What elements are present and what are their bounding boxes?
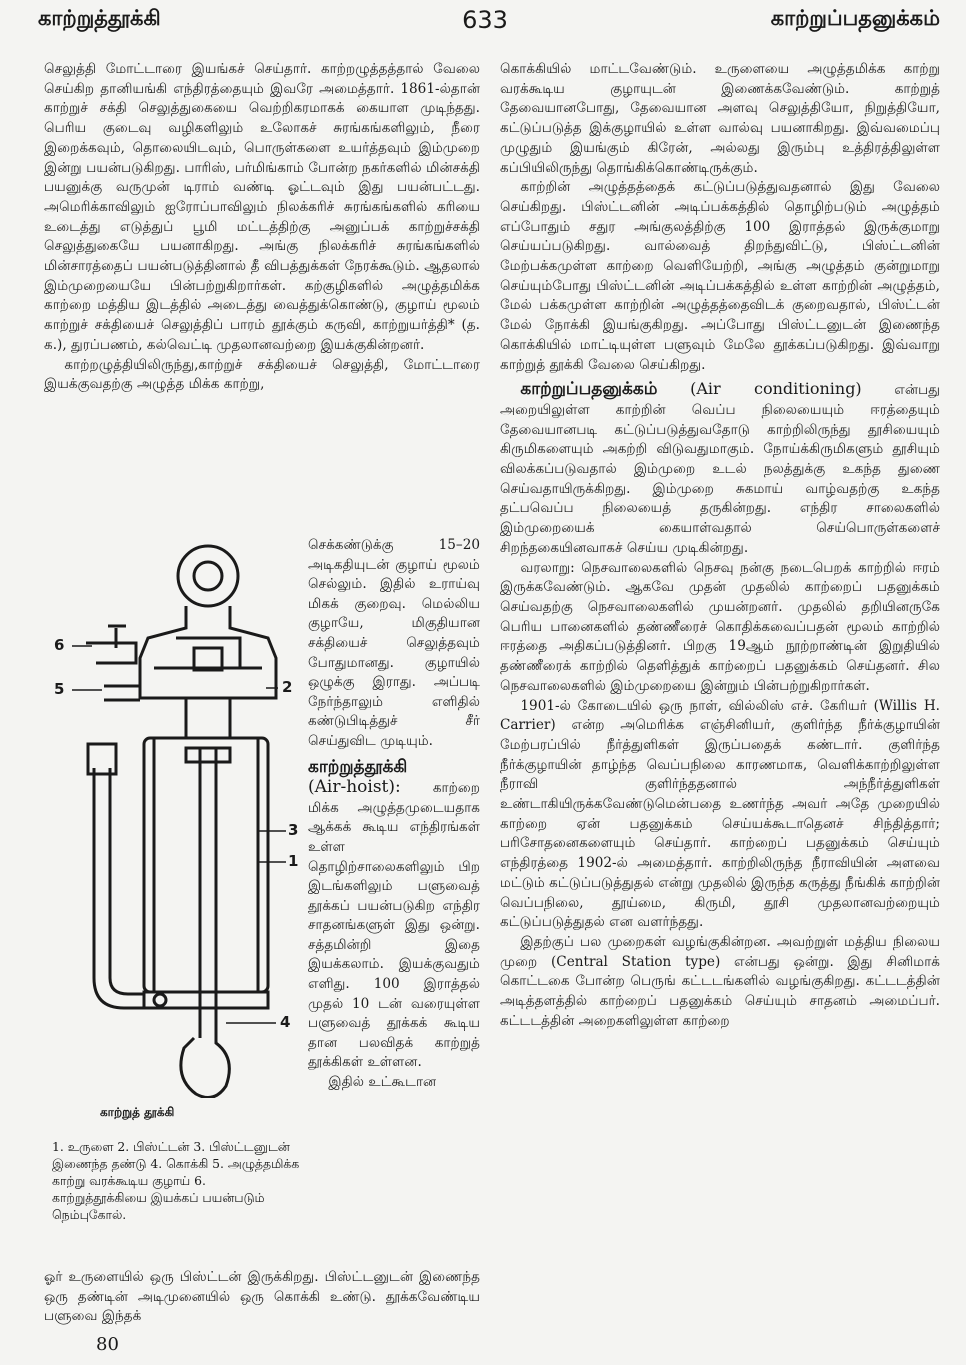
page-number-header: 633 — [462, 6, 508, 34]
figure-label-2: 2 — [282, 678, 293, 696]
paragraph-pressure-control: காற்றின் அழுத்தத்தைக் கட்டுப்படுத்துவதனால் இது வேலை செய்கிறது. பிஸ்ட்டனின் அடிப்பக்கத்தில் தொழிற்படும் அழுத்தம் எப்போதும் சதுர அங்குலத்திற்கு 100 இராத்தல் இருக்குமாறு செய்யப்படுகிறது. வால்வைத் திறந்துவிட்டு, பிஸ்ட்டனின் மேற்பக்கமுள்ள காற்றை வெளியேற்றி, அங்கு அழுத்தம் குன்றுமாறு செய்யும்போது பிஸ்ட்டனின் அடிப்பக்கத்தில் உள்ள காற்றின் அழுத்தம், மேல் பக்கமுள்ள காற்றின் அழுத்தத்தைவிடக் குறைவதால், பிஸ்ட்டன் மேல் நோக்கி இயங்குகிறது. அப்போது பிஸ்ட்டனுடன் இணைந்த கொக்கியில் மாட்டியுள்ள பளுவும் மேலே தூக்கப்படுகிறது. இவ்வாறு காற்றுத் தூக்கி வேலை செய்கிறது. — [500, 179, 940, 373]
running-header-left: காற்றுத்தூக்கி — [38, 6, 161, 30]
paragraph-compressed-air-continued: செக்கண்டுக்கு 15–20 அடிகதியுடன் குழாய் மூலம் செல்லும். இதில் உராய்வு மிகக் குறைவு. மெல்லிய குழாயே, மிகுதியான சக்தியைச் செலுத்தவும் போதுமானது. குழாயில் ஒழுக்கு இராது. அப்படி நேர்ந்தாலும் எளிதில் கண்டுபிடித்துச் சீர் செய்துவிட முடியும். — [308, 537, 480, 749]
figure-label-1: 1 — [288, 852, 299, 870]
paragraph-compressed-air-intro: காற்றழுத்தியிலிருந்து,காற்றுச் சக்தியைச் செலுத்தி, மோட்டாரை இயக்குவதற்கு அழுத்த மிக்க காற்று, — [44, 356, 480, 393]
paragraph-history: வரலாறு: நெசவாலைகளில் நெசவு நன்கு நடைபெறக் காற்றில் ஈரம் இருக்கவேண்டும். ஆகவே முதன் முதலில் காற்றைப் பதனுக்கம் செய்வதற்கு நெசவாலைகளில் முயன்றனர். முதலில் தறியினருகே பெரிய பானைகளில் தண்ணீரைச் கொதிக்கவைப்பதன் மூலம் காற்றில் ஈரத்தை அதிகப்படுத்தினர். பிறகு 19ஆம் நூற்றாண்டின் இறுதியில் தண்ணீரைக் காற்றில் தெளித்துக் காற்றைப் பதனுக்கம் செய்தனர். சில நெசவாலைகளில் இம்முறையை இன்றும் பின்பற்றுகிறார்கள். — [500, 559, 940, 694]
air-hoist-figure — [36, 538, 306, 1098]
paragraph-hook-valve: கொக்கியில் மாட்டவேண்டும். உருளையை அழுத்தமிக்க காற்று வரக்கூடிய குழாயுடன் இணைக்கவேண்டும். காற்றுத் தேவையானபோது, தேவையான அளவு செலுத்தியோ, நிறுத்தியோ, கட்டுப்படுத்த இக்குழாயில் உள்ள வால்வு பயனாகிறது. இவ்வமைப்பு முழுதும் இயங்கும் கிரேன், அல்லது இரும்பு உத்திரத்திலுள்ள கப்பியிலிருந்து தொங்கிக்கொண்டிருக்கும். — [500, 61, 940, 176]
figure-side-column — [308, 536, 480, 1093]
air-hoist-diagram — [36, 538, 306, 1098]
entry-english-air-conditioning: (Air conditioning) — [690, 379, 862, 399]
left-column-bottom — [44, 1268, 480, 1327]
paragraph-air-power-history: செலுத்தி மோட்டாரை இயங்கச் செய்தார். காற்றழுத்தத்தால் வேலை செய்கிற தானியங்கி எந்திரத்தையும் இவரே அமைத்தார். 1861-ல்தான் காற்றுச் சக்தி செலுத்துகையை வெற்றிகரமாகக் கையாள முடிந்தது. பெரிய குடைவு வழிகளிலும் உலோகச் சுரங்கங்களிலும், நீரை இறைக்கவும், தொலையிடவும், பொருள்களை உயர்த்தவும் இம்முறை இன்று பயன்படுகிறது. பாரிஸ், பர்மிங்காம் போன்ற நகர்களில் மின்சக்தி பயனுக்கு வருமுன் டிராம் வண்டி ஓட்டவும் இது பயன்பட்டது. அமெரிக்காவிலும் ஐரோப்பாவிலும் நிலக்கரிச் சுரங்கங்களில் கரியை உடைத்து எடுத்துப் பூமி மட்டத்திற்கு அனுப்பக் காற்றுச்சக்தி செலுத்துகையே பயனாகிறது. அங்கு நிலக்கரிச் சுரங்கங்களில் மின்சாரத்தைப் பயன்படுத்தினால் தீ விபத்துக்கள் நேரக்கூடும். ஆதலால் இம்முறையையே பின்பற்றுகிறார்கள். கற்குழிகளில் அழுத்தமிக்க காற்றை மத்திய இடத்தில் அடைத்து வைத்துக்கொண்டு, குழாய் மூலம் காற்றுச் சக்தியைச் செலுத்திப் பாரம் தூக்கும் கருவி, காற்றுயர்த்தி* (த. க.), துரப்பணம், கல்வெட்டி முதலானவற்றை இயக்குகின்றனர். — [44, 61, 480, 353]
right-column — [500, 60, 940, 1031]
figure-label-4: 4 — [280, 1013, 291, 1031]
figure-label-6: 6 — [54, 636, 65, 654]
paragraph-piston-description: ஓர் உருளையில் ஒரு பிஸ்ட்டன் இருக்கிறது. பிஸ்ட்டனுடன் இணைந்த ஒரு தண்டின் அடிமுனையில் ஒரு கொக்கி உண்டு. தூக்கவேண்டிய பளுவை இந்தக் — [44, 1269, 480, 1325]
paragraph-central-station: இதற்குப் பல முறைகள் வழங்குகின்றன. அவற்றுள் மத்திய நிலைய முறை (Central Station type) என்பது ஒன்று. இது சினிமாக் கொட்டகை போன்ற பெருங் கட்டடங்களில் வழங்குகிறது. கட்டடத்தின் அடித்தளத்தில் காற்றைப் பதனுக்கம் செய்யும் சாதனம் அமைப்பர். கட்டடத்தின் அறைகளிலுள்ள காற்றை — [500, 933, 940, 1029]
entry-body-air-conditioning: என்பது அறையிலுள்ள காற்றின் வெப்ப நிலையையும் ஈரத்தையும் தேவையானபடி கட்டுப்படுத்துவதோடு காற்றிலிருந்து தூசியையும் கிருமிகளையும் அகற்றி விடுவதுமாகும். நோய்க்கிருமிகளும் தூசியும் விலக்கப்படுவதால் இம்முறை உடல் நலத்துக்கு உகந்த துணை செய்வதாயிருக்கிறது. இம்முறை சுகமாய் வாழ்வதற்கு உகந்த தட்பவெப்ப நிலையைத் தருகின்றது. எந்திர சாலைகளில் இம்முறையைக் கையாள்வதால் செய்பொருள்களைச் சிறந்தகையினவாகச் செய்ய முடிகின்றது. — [500, 382, 940, 556]
paragraph-inner-cylinder: இதில் உட்கூடான — [328, 1074, 437, 1091]
entry-body-air-hoist: காற்றை மிக்க அழுத்தமுடையதாக ஆக்கக் கூடிய எந்திரங்கள் உள்ள தொழிற்சாலைகளிலும் பிற இடங்களிலும் பளுவைத் தூக்கப் பயன்படுகிற எந்திர சாதனங்களுள் இது ஒன்று. சத்தமின்றி இதை இயக்கலாம். இயக்குவதும் எளிது. 100 இராத்தல் முதல் 10 டன் வரையுள்ள பளுவைத் தூக்கக் கூடிய தான பலவிதக் காற்றுத் தூக்கிகள் உள்ளன. — [308, 780, 480, 1071]
running-header-right: காற்றுப்பதனுக்கம் — [770, 6, 940, 30]
footer-page-number: 80 — [96, 1334, 119, 1355]
entry-title-air-conditioning: காற்றுப்பதனுக்கம் — [520, 379, 658, 400]
entry-english-air-hoist: (Air-hoist): — [308, 777, 401, 798]
figure-legend: 1. உருளை 2. பிஸ்ட்டன் 3. பிஸ்ட்டனுடன் இணைந்த தண்டு 4. கொக்கி 5. அழுத்தமிக்க காற்று வரக்கூடிய குழாய் 6. காற்றுத்தூக்கியை இயக்கப் பயன்படும் நெம்புகோல். — [52, 1139, 300, 1222]
figure-label-3: 3 — [288, 821, 299, 839]
entry-title-air-hoist: காற்றுத்தூக்கி — [308, 756, 408, 777]
paragraph-carrier: 1901-ல் கோடையில் ஒரு நாள், வில்லிஸ் எச். கேரியர் (Willis H. Carrier) என்ற அமெரிக்க எஞ்சினியர், குளிர்ந்த நீர்க்குழாயின் மேற்பரப்பில் நீர்த்துளிகள் இருப்பதைக் கண்டார். குளிர்ந்த நீர்க்குழாயின் தாழ்ந்த வெப்பநிலை காரணமாக, வெளிக்காற்றிலுள்ள நீராவி குளிர்ந்ததனால் அந்நீர்த்துளிகள் உண்டாகியிருக்கவேண்டுமென்பதை உணர்ந்த அவர் அதே முறையில் காற்றை ஏன் பதனுக்கம் செய்யக்கூடாதெனச் சிந்தித்தார்; பரிசோதனைகளையும் செய்தார். காற்றைப் பதனுக்கம் செய்யும் எந்திரத்தை 1902-ல் அமைத்தார். காற்றிலிருந்த நீராவியின் அளவை மட்டும் கட்டுப்படுத்துதல் என்று முதலில் இருந்த கருத்து நீங்கிக் காற்றின் வெப்பநிலை, தூய்மை, கிருமி, தூசி முதலானவற்றையும் கட்டுப்படுத்துதல் என வளர்ந்தது. — [500, 697, 940, 931]
figure-label-5: 5 — [54, 680, 65, 698]
figure-caption: காற்றுத் தூக்கி — [100, 1105, 175, 1119]
left-column — [44, 60, 480, 395]
